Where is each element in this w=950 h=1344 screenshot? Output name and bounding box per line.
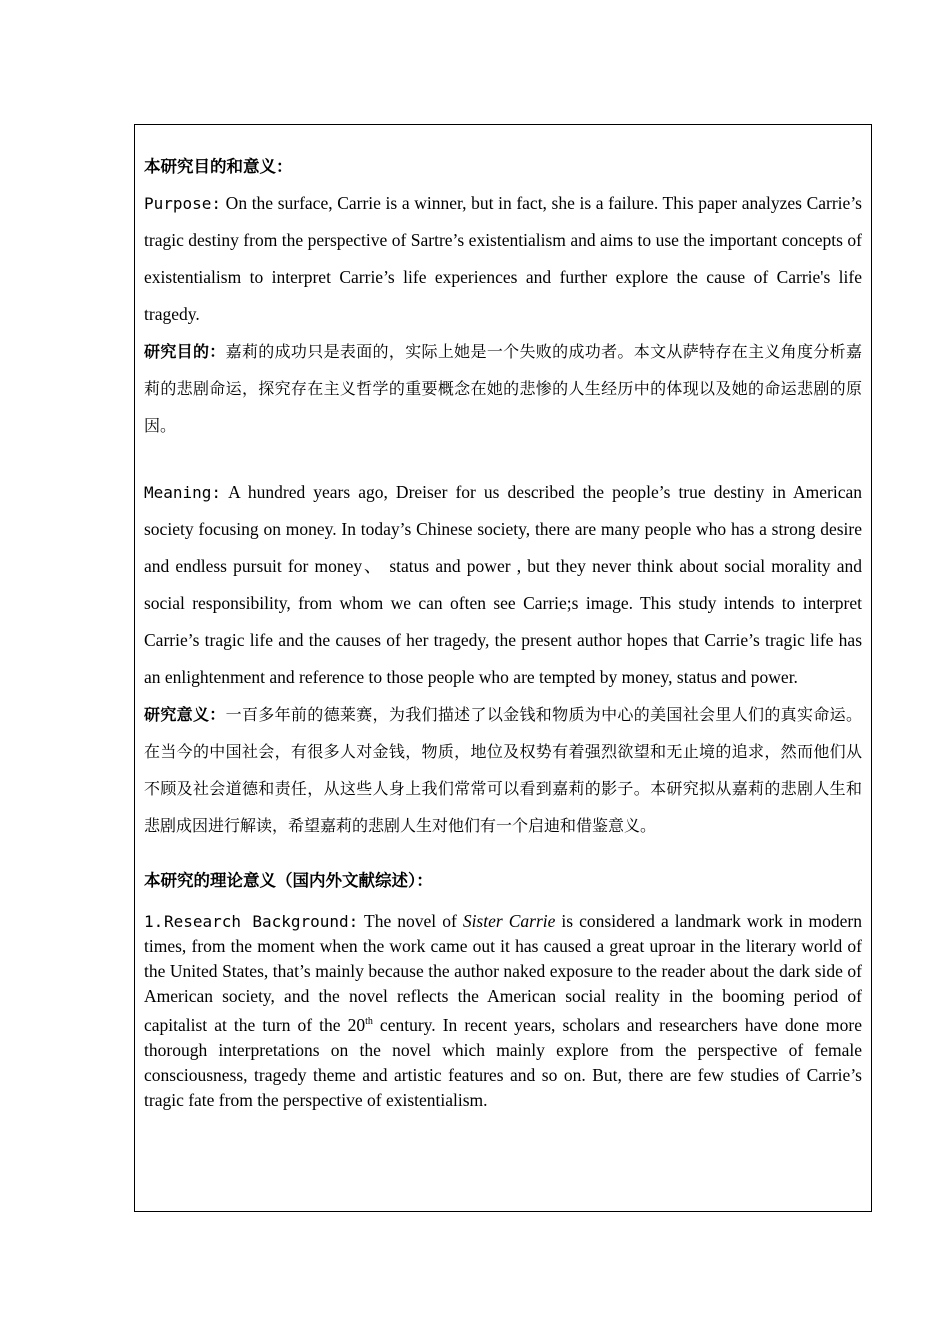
document-content bbox=[144, 148, 862, 1113]
ordinal-suffix: th bbox=[365, 1016, 373, 1027]
purpose-zh-paragraph bbox=[144, 333, 862, 444]
spacer bbox=[144, 844, 862, 862]
purpose-zh-label: 研究目的： bbox=[144, 342, 226, 361]
meaning-zh-text: 一百多年前的德莱赛，为我们描述了以金钱和物质为中心的美国社会里人们的真实命运。在当今的中国社会，有很多人对金钱，物质，地位及权势有着强烈欲望和无止境的追求，然而他们从不顾及社会道德和责任，从这些人身上我们常常可以看到嘉莉的影子。本研究拟从嘉莉的悲剧人生和悲剧成因进行解读，希望嘉莉的悲剧人生对他们有一个启迪和借鉴意义。 bbox=[144, 705, 862, 835]
meaning-paragraph bbox=[144, 474, 862, 696]
spacer bbox=[144, 444, 862, 474]
section-heading-theory: 本研究的理论意义（国内外文献综述）： bbox=[144, 871, 433, 890]
section-heading-purpose-meaning: 本研究目的和意义： bbox=[144, 157, 293, 176]
purpose-zh-text: 嘉莉的成功只是表面的，实际上她是一个失败的成功者。本文从萨特存在主义角度分析嘉莉的悲剧命运，探究存在主义哲学的重要概念在她的悲惨的人生经历中的体现以及她的命运悲剧的原因。 bbox=[144, 342, 862, 435]
research-background-text-a: The novel of bbox=[358, 911, 463, 931]
research-background-label: Research Background: bbox=[164, 912, 359, 931]
purpose-paragraph bbox=[144, 185, 862, 333]
meaning-label: Meaning: bbox=[144, 483, 222, 502]
meaning-zh-label: 研究意义： bbox=[144, 705, 226, 724]
purpose-label: Purpose: bbox=[144, 194, 222, 213]
meaning-text: A hundred years ago, Dreiser for us described the people’s true destiny in American society focusing on money. In today’s Chinese society, there are many people who has a strong desire and endless pursuit for money、 status and power , but they never think about social morality and social responsibility, from whom we can often see Carrie;s image. This study intends to interpret Carrie’s tragic life and the causes of her tragedy, the present author hopes that Carrie’s tragic life has an enlightenment and reference to those people who are tempted by money, status and power. bbox=[144, 482, 862, 687]
meaning-zh-paragraph bbox=[144, 696, 862, 844]
research-background-text-c: century. In recent years, scholars and researchers have done more thorough interpretations on the novel which mainly explore from the perspective of female consciousness, tragedy theme and artistic features and so on. But, there are few studies of Carrie’s tragic fate from the perspective of existentialism. bbox=[144, 1014, 862, 1110]
item-number: 1. bbox=[144, 912, 164, 931]
research-background-paragraph bbox=[144, 909, 862, 1113]
research-background-text-b: is considered a landmark work in modern times, from the moment when the work came out it has caused a great uproar in the literary world of the United States, that’s mainly because the author naked exposure to the reader about the dark side of American society, and the novel reflects the American social reality in the booming period of capitalist at the turn of the 20 bbox=[144, 911, 862, 1035]
spacer bbox=[144, 899, 862, 909]
purpose-text: On the surface, Carrie is a winner, but in fact, she is a failure. This paper analyzes Carrie’s tragic destiny from the perspective of Sartre’s existentialism and aims to use the important concepts of existentialism to interpret Carrie’s life experiences and further explore the cause of Carrie's life tragedy. bbox=[144, 193, 862, 324]
novel-title: Sister Carrie bbox=[462, 911, 556, 931]
